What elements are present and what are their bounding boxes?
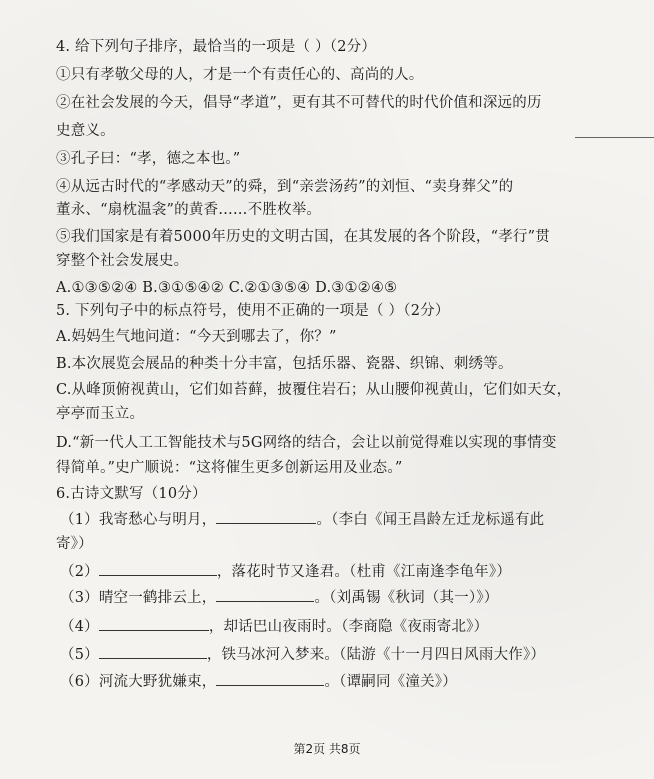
q6-poem-1 [60, 509, 544, 530]
answer-blank-2[interactable] [99, 561, 217, 576]
answer-blank-4[interactable] [99, 616, 209, 631]
q6-poem-5 [60, 644, 545, 665]
q6-poem-5-prefix: （5） [60, 647, 99, 663]
q5-option-d-line2: 得简单。”史广顺说：“这将催生更多创新运用及业态。” [56, 460, 403, 476]
q6-poem-3-suffix: 。（刘禹锡《秋词（其一）》） [314, 590, 499, 606]
q6-poem-3-prefix: （3）晴空一鹤排云上， [60, 590, 217, 606]
q6-poem-1-prefix: （1）我寄愁心与明月， [60, 512, 217, 528]
q6-stem: 6.古诗文默写（10分） [56, 486, 207, 502]
q5-option-a: A.妈妈生气地问道：“今天到哪去了，你？” [56, 329, 337, 345]
q4-sentence-4b: 董永、“扇枕温衾”的黄香……不胜枚举。 [56, 202, 322, 218]
q6-poem-1-suffix: 。（李白《闻王昌龄左迁龙标遥有此 [316, 512, 545, 528]
q4-sentence-3: ③孔子曰：“孝，德之本也。” [56, 151, 241, 167]
q4-sentence-1: ①只有孝敬父母的人，才是一个有责任心的、高尚的人。 [56, 67, 424, 83]
q4-options: A.①③⑤②④ B.③①⑤④② C.②①③⑤④ D.③①②④⑤ [56, 280, 398, 296]
q6-poem-5-suffix: ，铁马冰河入梦来。（陆游《十一月四日风雨大作》） [206, 647, 546, 663]
q5-option-c-line2: 亭亭而玉立。 [56, 406, 145, 422]
q5-option-b: B.本次展览会展品的种类十分丰富，包括乐器、瓷器、织锦、刺绣等。 [56, 356, 513, 372]
q6-poem-2-suffix: ，落花时节又逢君。（杜甫《江南逢李龟年》） [216, 564, 512, 580]
q6-poem-3 [60, 587, 499, 608]
q4-sentence-2b: 史意义。 [56, 123, 115, 139]
answer-blank-6[interactable] [216, 671, 324, 686]
q6-poem-6-suffix: 。（谭嗣同《潼关》） [324, 674, 457, 690]
q5-stem: 5. 下列句子中的标点符号，使用不正确的一项是（ ）（2分） [56, 303, 450, 319]
q4-sentence-5b: 穿整个社会发展史。 [56, 253, 189, 269]
q6-poem-4 [60, 616, 488, 637]
q6-poem-2 [60, 561, 511, 582]
margin-rule [575, 137, 654, 138]
q4-stem: 4. 给下列句子排序，最恰当的一项是（ ）（2分） [56, 39, 377, 55]
q5-option-c-line1: C.从峰顶俯视黄山，它们如苔藓，披覆住岩石；从山腰仰视黄山，它们如天女， [56, 382, 572, 398]
q4-sentence-2a: ②在社会发展的今天，倡导“孝道”，更有其不可替代的时代价值和深远的历 [56, 95, 542, 111]
page-number: 第2页 共8页 [293, 742, 361, 756]
answer-blank-5[interactable] [99, 644, 207, 659]
q6-poem-6-prefix: （6）河流大野犹嫌束， [60, 674, 217, 690]
q6-poem-2-prefix: （2） [60, 564, 99, 580]
q6-poem-1-cont: 寄》） [56, 536, 93, 552]
q5-option-d-line1: D.“新一代人工工智能技术与5G网络的结合，会让以前觉得难以实现的事情变 [56, 435, 557, 451]
answer-blank-3[interactable] [216, 587, 314, 602]
answer-blank-1[interactable] [216, 509, 316, 524]
q6-poem-4-suffix: ，却话巴山夜雨时。（李商隐《夜雨寄北》） [208, 619, 489, 635]
q4-sentence-4a: ④从远古时代的“孝感动天”的舜，到“亲尝汤药”的刘恒、“卖身葬父”的 [56, 179, 514, 195]
q6-poem-6 [60, 671, 457, 692]
q4-sentence-5a: ⑤我们国家是有着5000年历史的文明古国，在其发展的各个阶段，“孝行”贯 [56, 229, 550, 245]
q6-poem-4-prefix: （4） [60, 619, 99, 635]
